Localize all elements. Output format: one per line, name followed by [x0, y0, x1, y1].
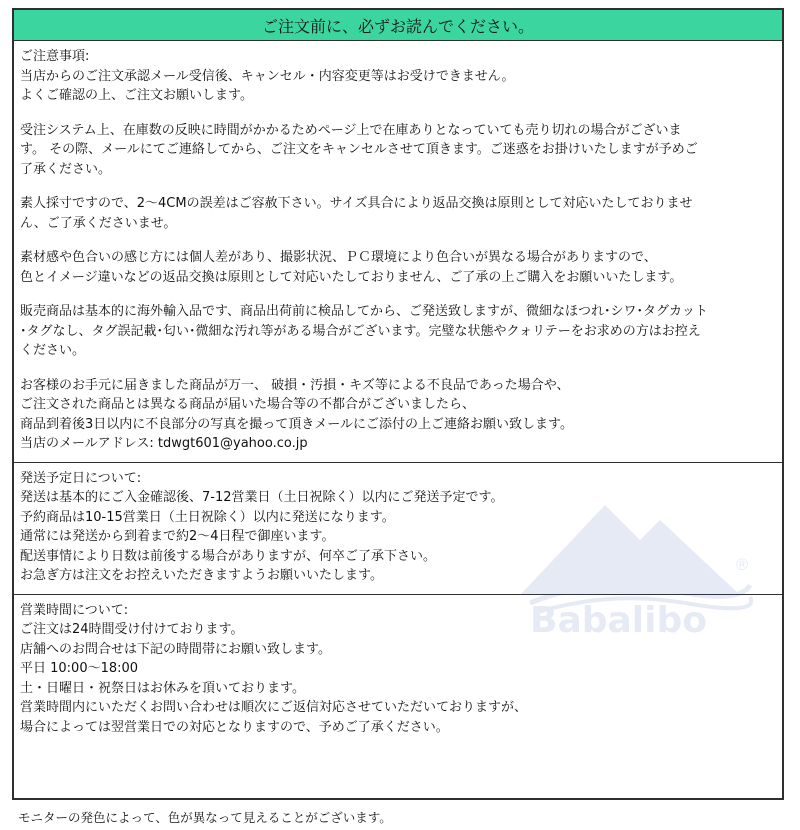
notice-header [14, 10, 782, 41]
text-line: 土・日曜日・祝祭日はお休みを頂いております。 [20, 680, 305, 696]
text-line: 店舗へのお問合せは下記の時間帯にお願い致します。 [20, 641, 331, 657]
footnote: モニターの発色によって、色が異なって見えることがございます。 [18, 810, 392, 825]
text-line: お客様のお手元に届きました商品が万一、 破損・汚損・キズ等による不良品であった場合や、 [20, 377, 570, 393]
text-line: 商品到着後3日以内に不良部分の写真を撮って頂きメールにご添付の上ご連絡お願い致します。 [20, 416, 573, 432]
notice-paragraph [20, 194, 776, 233]
text-line: よくご確認の上、ご注文お願いします。 [20, 88, 253, 103]
shipping-heading: 発送予定日について: [20, 470, 142, 486]
notice-title: ご注文前に、必ずお読んでください。 [261, 16, 534, 36]
section-notice [14, 41, 782, 462]
text-line: 場合によっては翌営業日での対応となりますので、予めご了承ください。 [20, 719, 449, 735]
notice-paragraph [20, 47, 776, 106]
text-line: 発送は基本的にご入金確認後、7-12営業日（土日祝除く）以内にご発送予定です。 [20, 490, 504, 505]
text-line: 予約商品は10-15営業日（土日祝除く）以内に発送になります。 [20, 509, 395, 525]
text-line: 当店のメールアドレス: tdwgt601@yahoo.co.jp [20, 436, 308, 451]
text-line: 素材感や色合いの感じ方には個人差があり、撮影状況、ＰＣ環境により色合いが異なる場合がありますので、 [20, 250, 657, 265]
text-line: 平日 10:00～18:00 [20, 661, 139, 676]
notice-paragraph [20, 121, 776, 180]
notice-paragraph [20, 376, 776, 454]
notice-frame [12, 8, 784, 800]
hours-heading: 営業時間について: [20, 602, 129, 618]
text-line: ご注意事項: [20, 49, 90, 64]
section-hours [14, 594, 782, 746]
text-line: 配送事情により日数は前後する場合がありますが、何卒ご了承下さい。 [20, 548, 437, 564]
text-line: す。 その際、メールにてご連絡してから、ご注文をキャンセルさせて頂きます。ご迷惑をお掛けいたしますが予めご [20, 142, 698, 157]
text-line: ん、ご了承くださいませ。 [20, 215, 177, 231]
text-line: 販売商品は基本的に海外輸入品です、商品出荷前に検品してから、ご発送致しますが、微細なほつれ･シワ･タグカット [20, 304, 708, 319]
section-shipping [14, 462, 782, 594]
text-line: ご注文は24時間受け付けております。 [20, 622, 244, 637]
notice-paragraph [20, 248, 776, 287]
text-line: 素人採寸ですので、2～4CMの誤差はご容赦下さい。サイズ具合により返品交換は原則として対応いたしておりませ [20, 196, 693, 211]
text-line: 営業時間内にいただくお問い合わせは順次にご返信対応させていただいておりますが、 [20, 700, 528, 715]
text-line: ･タグなし、タグ誤記載･匂い･微細な汚れ等がある場合がございます。完璧な状態やクォリテーをお求めの方はお控え [20, 323, 701, 339]
text-line: 通常には発送から到着まで約2～4日程で御座います。 [20, 529, 335, 544]
text-line: お急ぎ方は注文をお控えいただきますようお願いいたします。 [20, 568, 383, 583]
text-line: 受注システム上、在庫数の反映に時間がかかるためページ上で在庫ありとなっていても売り切れの場合がございま [20, 122, 682, 138]
text-line: ください。 [20, 343, 86, 358]
text-line: ご注文された商品とは異なる商品が届いた場合等の不都合がございましたら、 [20, 397, 476, 412]
text-line: 色とイメージ違いなどの返品交換は原則として対応いたしておりません、ご了承の上ご購入をお願いいたします。 [20, 269, 683, 285]
text-line: 当店からのご注文承認メール受信後、キャンセル・内容変更等はお受けできません。 [20, 68, 515, 84]
notice-paragraph [20, 302, 776, 361]
text-line: 了承ください。 [20, 161, 112, 177]
